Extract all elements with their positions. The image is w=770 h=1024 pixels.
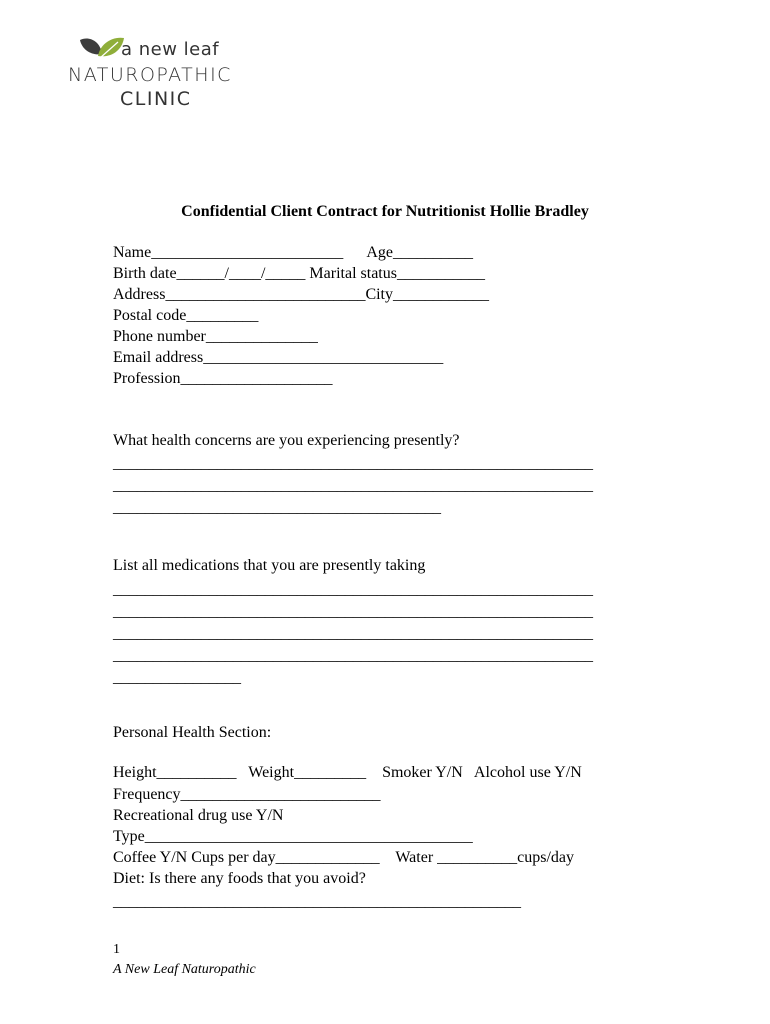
profession-field[interactable]: Profession___________________ (113, 370, 333, 387)
page-number: 1 (113, 942, 120, 957)
health-concerns-line[interactable]: ____________________________________________________________ (113, 477, 593, 494)
recreational-drug-field[interactable]: Recreational drug use Y/N (113, 807, 284, 824)
frequency-field[interactable]: Frequency_________________________ (113, 786, 381, 803)
health-concerns-question: What health concerns are you experiencing presently? (113, 432, 460, 449)
diet-question: Diet: Is there any foods that you avoid? (113, 870, 366, 887)
personal-health-heading: Personal Health Section: (113, 724, 272, 741)
logo-tagline: a new leaf (121, 39, 220, 60)
coffee-water-row[interactable]: Coffee Y/N Cups per day_____________ Water __________cups/day (113, 849, 575, 866)
form-title: Confidential Client Contract for Nutritionist Hollie Bradley (181, 203, 589, 220)
name-age-row[interactable]: Name________________________ Age__________ (113, 244, 473, 261)
height-weight-row[interactable]: Height__________ Weight_________ Smoker Y/N Alcohol use Y/N (113, 764, 582, 781)
logo-line-2: CLINIC (120, 88, 192, 110)
birth-marital-row[interactable]: Birth date______/____/_____ Marital status___________ (113, 265, 485, 282)
clinic-logo (66, 30, 266, 114)
health-concerns-line[interactable]: ____________________________________________________________ (113, 455, 593, 472)
medications-line[interactable]: ____________________________________________________________ (113, 581, 593, 598)
medications-line[interactable]: ________________ (113, 669, 241, 686)
health-concerns-line[interactable]: _________________________________________ (113, 499, 441, 516)
medications-line[interactable]: ____________________________________________________________ (113, 603, 593, 620)
logo-line-1: NATUROPATHIC (68, 64, 232, 86)
address-city-row[interactable]: Address_________________________City____________ (113, 286, 489, 303)
phone-field[interactable]: Phone number______________ (113, 328, 318, 345)
footer-org: A New Leaf Naturopathic (113, 962, 256, 977)
medications-question: List all medications that you are presently taking (113, 557, 426, 574)
medications-line[interactable]: ____________________________________________________________ (113, 625, 593, 642)
email-field[interactable]: Email address______________________________ (113, 349, 444, 366)
diet-line[interactable]: ___________________________________________________ (113, 893, 521, 910)
leaf-icon (78, 34, 126, 64)
medications-line[interactable]: ____________________________________________________________ (113, 647, 593, 664)
type-field[interactable]: Type_________________________________________ (113, 828, 473, 845)
postal-code-field[interactable]: Postal code_________ (113, 307, 259, 324)
